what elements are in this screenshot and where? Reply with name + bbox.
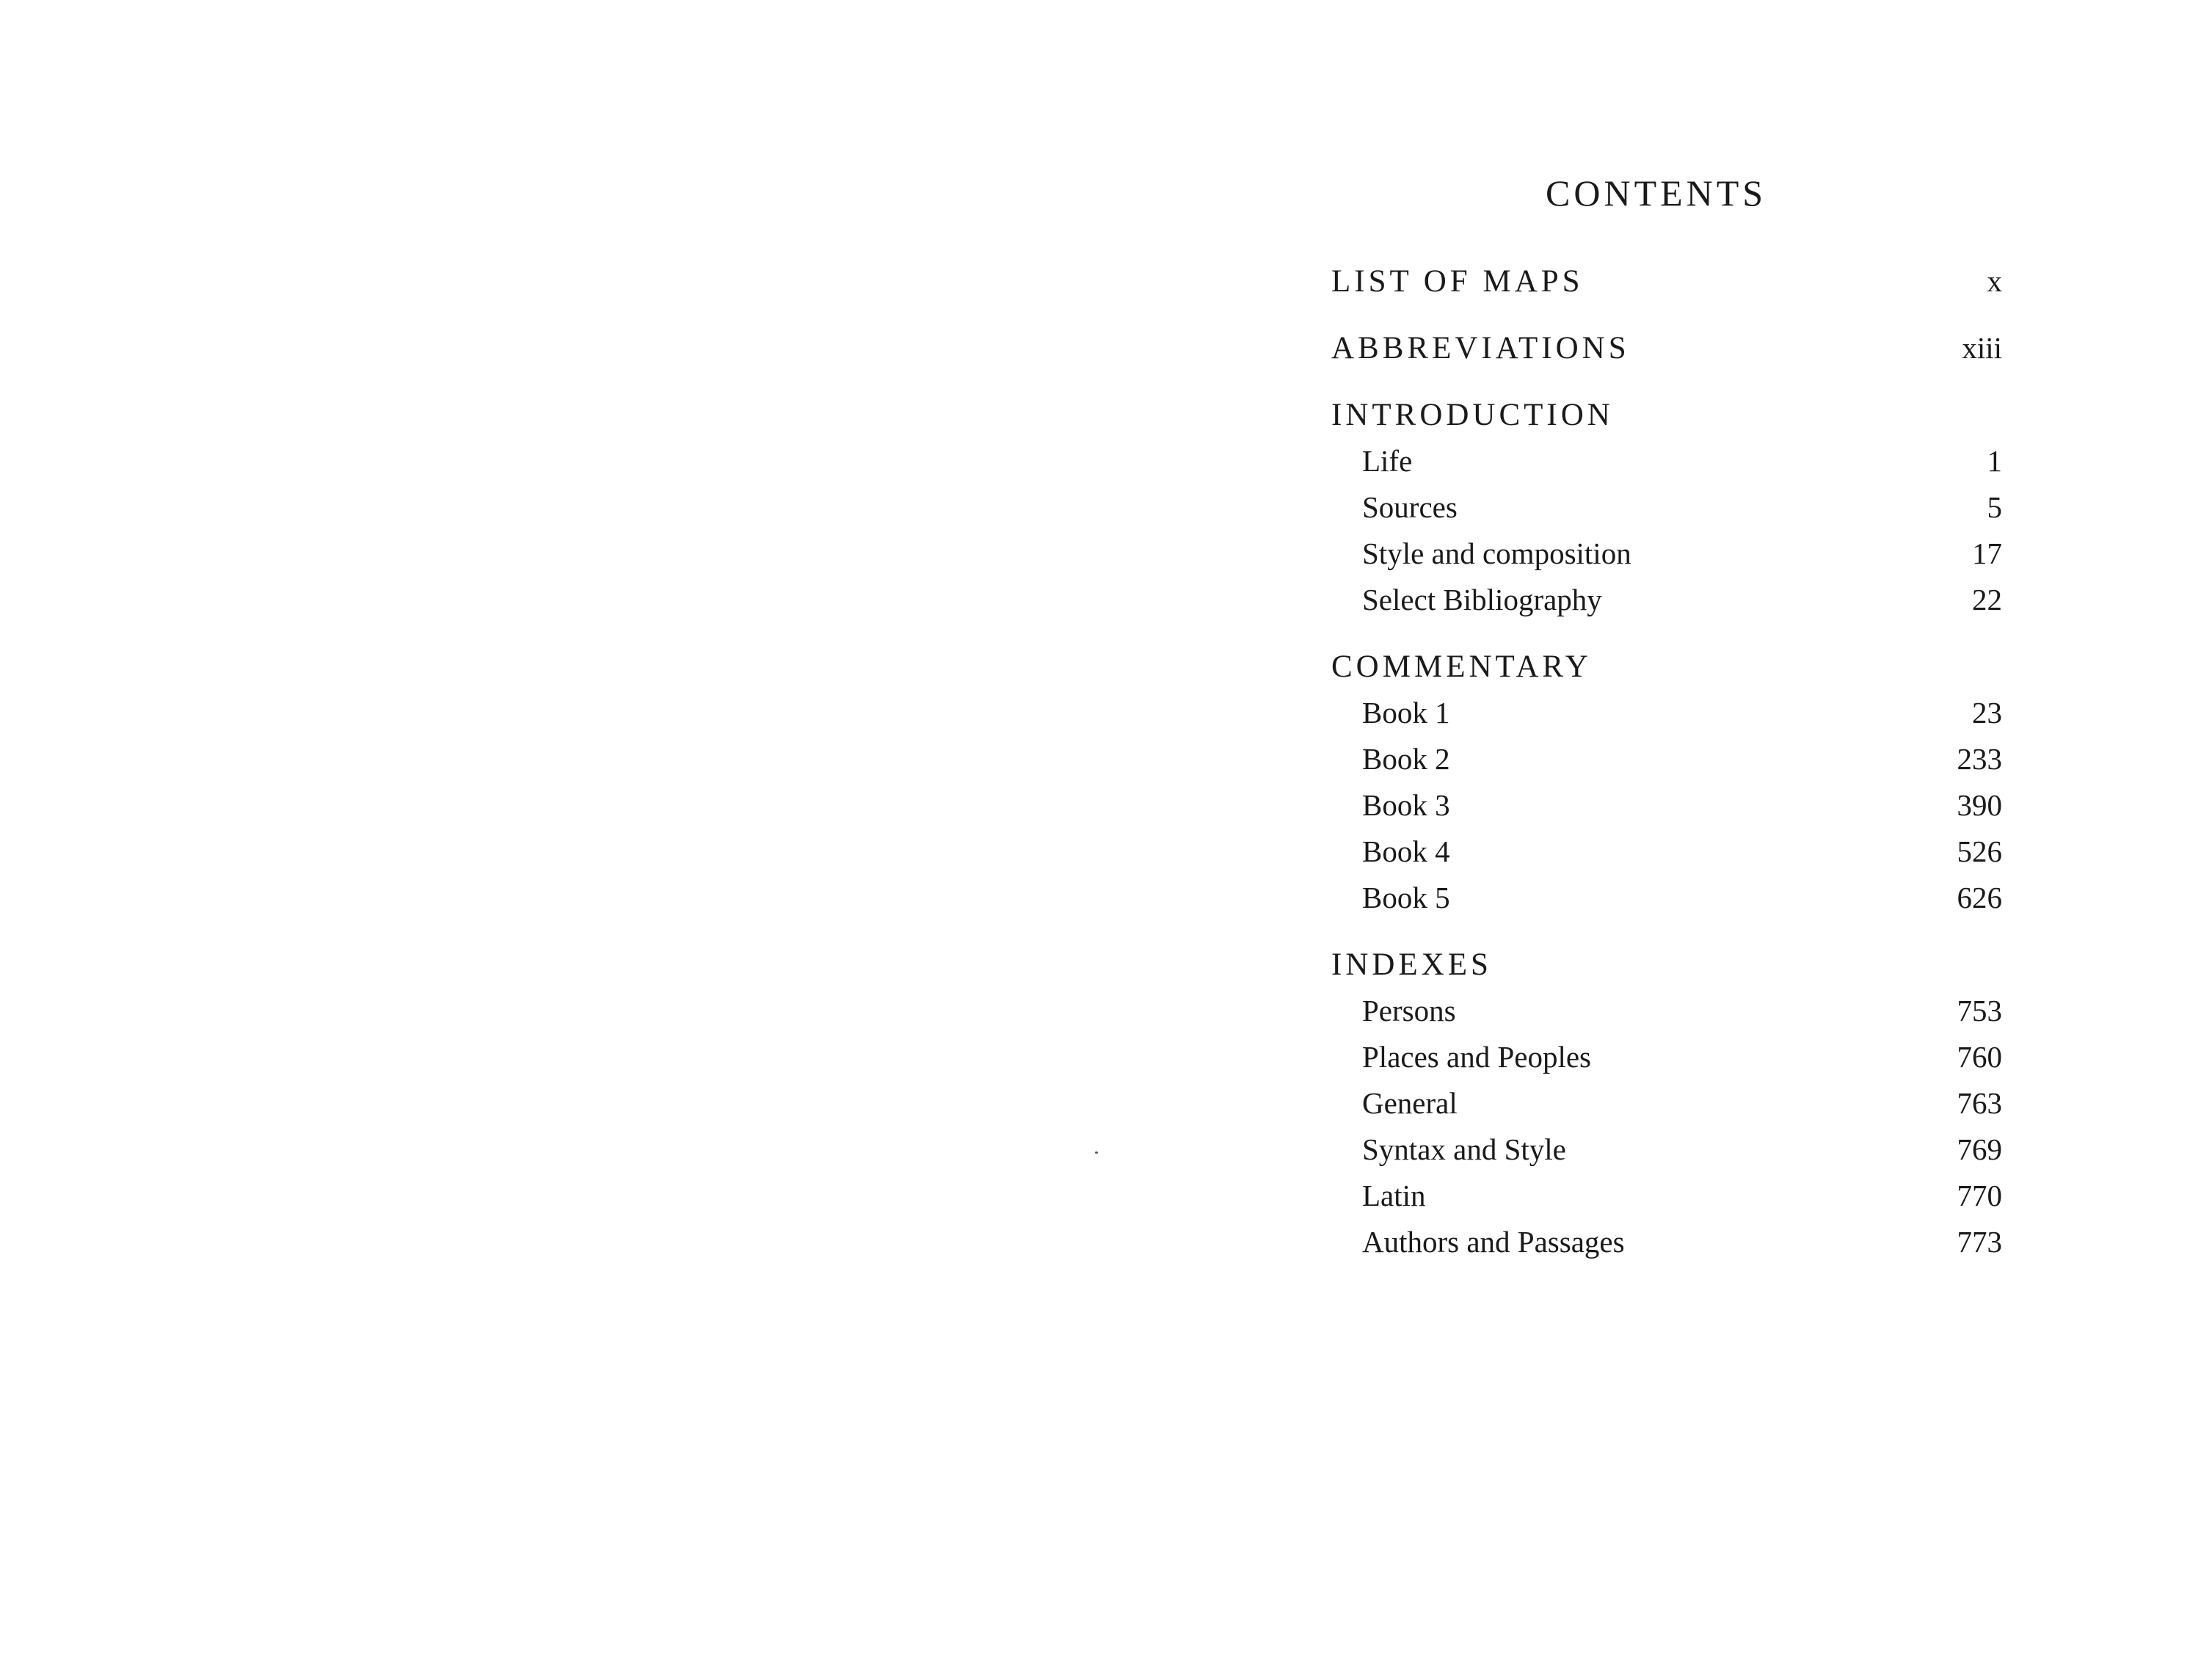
toc-entry-book-4[interactable] <box>1331 829 2002 875</box>
toc-entry-book-5[interactable] <box>1331 875 2002 921</box>
toc-page-number: 22 <box>1972 583 2002 616</box>
toc-page-number: 17 <box>1972 536 2002 570</box>
toc-heading-label: INDEXES <box>1331 947 1492 982</box>
toc-entry-book-1[interactable] <box>1331 690 2002 736</box>
toc-entry-book-2[interactable] <box>1331 736 2002 782</box>
toc-page-number: 763 <box>1957 1086 2002 1120</box>
page-title: CONTENTS <box>1546 172 1767 214</box>
toc-entry-sources[interactable] <box>1331 484 2002 531</box>
toc-heading-label: INTRODUCTION <box>1331 398 1614 432</box>
toc-page-number: xiii <box>1962 331 2002 365</box>
toc-heading-commentary <box>1331 644 2002 690</box>
toc-entry-label: Select Bibliography <box>1362 583 1602 616</box>
toc-entry-style-and-composition[interactable] <box>1331 531 2002 577</box>
toc-entry-label: Book 3 <box>1362 788 1450 822</box>
toc-section-list-of-maps <box>1331 258 2002 325</box>
toc-entry-authors-and-passages[interactable] <box>1331 1219 2002 1265</box>
toc-section-indexes <box>1331 942 2002 1265</box>
toc-entry-label: Life <box>1362 444 1413 478</box>
toc-page-number: 626 <box>1957 881 2002 914</box>
toc-entry-label: Book 2 <box>1362 742 1450 776</box>
toc-entry-latin[interactable] <box>1331 1173 2002 1219</box>
toc-page-number: 769 <box>1957 1132 2002 1166</box>
page-speck <box>1095 1151 1098 1154</box>
section-spacer <box>1331 623 2002 644</box>
table-of-contents <box>1331 258 2002 1265</box>
toc-entry-life[interactable] <box>1331 438 2002 484</box>
toc-entry-label: General <box>1362 1086 1458 1120</box>
toc-heading-label: ABBREVIATIONS <box>1331 331 1630 365</box>
toc-section-introduction <box>1331 392 2002 644</box>
toc-section-abbreviations <box>1331 325 2002 392</box>
toc-entry-list-of-maps[interactable] <box>1331 258 2002 325</box>
toc-entry-label: Book 4 <box>1362 834 1450 868</box>
toc-page-number: x <box>1987 264 2002 298</box>
section-spacer <box>1331 921 2002 942</box>
toc-entry-label: Sources <box>1362 490 1458 524</box>
toc-entry-abbreviations[interactable] <box>1331 325 2002 392</box>
toc-entry-select-bibliography[interactable] <box>1331 577 2002 623</box>
toc-heading-introduction <box>1331 392 2002 438</box>
toc-entry-label: Book 5 <box>1362 881 1450 914</box>
toc-heading-label: LIST OF MAPS <box>1331 264 1584 299</box>
toc-section-commentary <box>1331 644 2002 942</box>
toc-entry-label: Persons <box>1362 994 1456 1027</box>
toc-entry-general[interactable] <box>1331 1080 2002 1127</box>
left-page-blank <box>0 0 1101 1663</box>
toc-page-number: 23 <box>1972 696 2002 729</box>
toc-page-number: 760 <box>1957 1040 2002 1074</box>
toc-heading-indexes <box>1331 942 2002 988</box>
toc-page-number: 1 <box>1987 444 2002 478</box>
toc-entry-persons[interactable] <box>1331 988 2002 1034</box>
toc-entry-label: Book 1 <box>1362 696 1450 729</box>
toc-page-number: 753 <box>1957 994 2002 1027</box>
toc-entry-label: Style and composition <box>1362 536 1631 570</box>
toc-page-number: 773 <box>1957 1225 2002 1259</box>
toc-page-number: 526 <box>1957 834 2002 868</box>
toc-entry-label: Authors and Passages <box>1362 1225 1625 1259</box>
toc-entry-book-3[interactable] <box>1331 782 2002 829</box>
toc-entry-label: Latin <box>1362 1179 1426 1212</box>
toc-entry-syntax-and-style[interactable] <box>1331 1127 2002 1173</box>
toc-page-number: 233 <box>1957 742 2002 776</box>
toc-page-number: 390 <box>1957 788 2002 822</box>
toc-entry-places-and-peoples[interactable] <box>1331 1034 2002 1080</box>
toc-entry-label: Syntax and Style <box>1362 1132 1566 1166</box>
toc-page-number: 770 <box>1957 1179 2002 1212</box>
toc-page-number: 5 <box>1987 490 2002 524</box>
toc-heading-label: COMMENTARY <box>1331 649 1592 684</box>
toc-entry-label: Places and Peoples <box>1362 1040 1591 1074</box>
